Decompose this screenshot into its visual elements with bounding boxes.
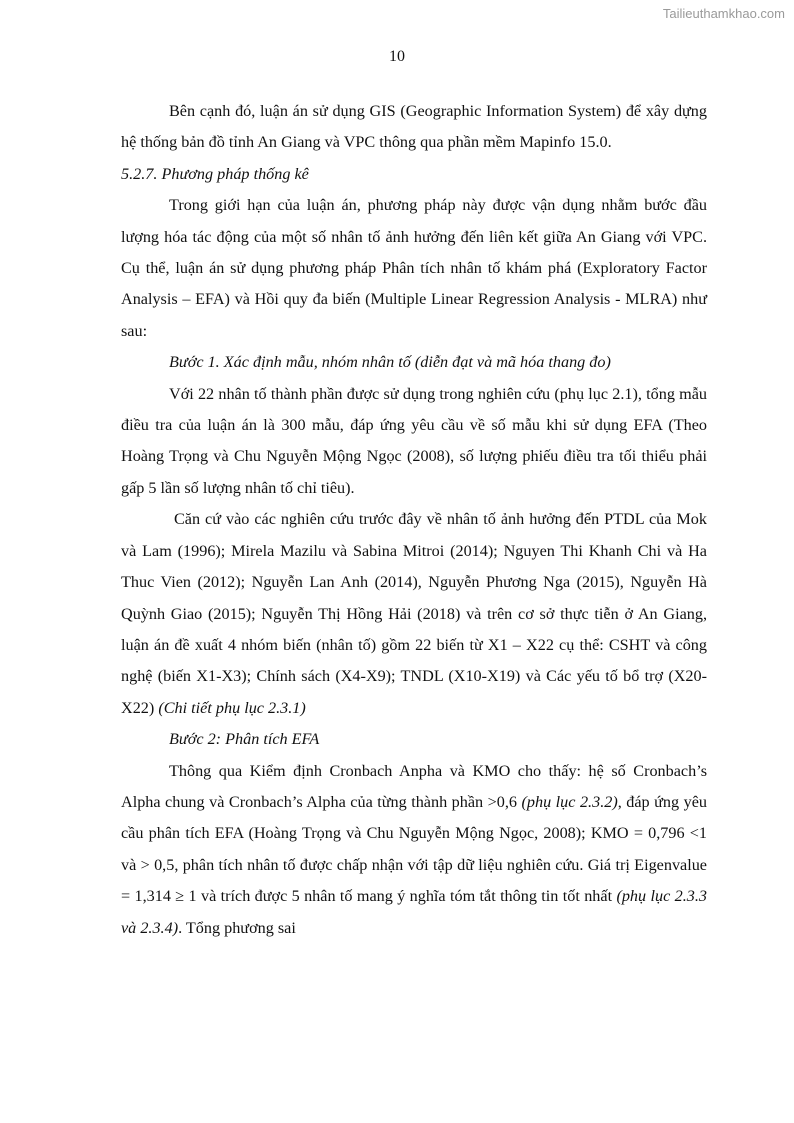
paragraph-factor-groups bbox=[121, 504, 707, 724]
step-2-heading: Bước 2: Phân tích EFA bbox=[169, 730, 320, 749]
factor-groups-text: Căn cứ vào các nghiên cứu trước đây về nhân tố ảnh hưởng đến PTDL của Mok và Lam (1996); Mirela Mazilu và Sabina Mitroi (2014); Nguyen Thi Khanh Chi và Ha Thuc Vien (2012); Nguyễn Lan Anh (2014), Nguyễn Phương Nga (2015), Nguyễn Hà Quỳnh Giao (2015); Nguyễn Thị Hồng Hải (2018) và trên cơ sở thực tiễn ở An Giang, luận án đề xuất 4 nhóm biến (nhân tố) gồm 22 biến từ X1 – X22 cụ thể: CSHT và công nghệ (biến X1-X3); Chính sách (X4-X9); TNDL (X10-X19) và Các yếu tố bổ trợ (X20-X22) bbox=[121, 510, 707, 717]
appendix-ref-2-3-1: (Chi tiết phụ lục 2.3.1) bbox=[158, 698, 306, 717]
section-heading-5-2-7: 5.2.7. Phương pháp thống kê bbox=[121, 164, 309, 183]
paragraph-efa-results bbox=[121, 756, 707, 944]
paragraph-gis: Bên cạnh đó, luận án sử dụng GIS (Geographic Information System) để xây dựng hệ thống bản đồ tỉnh An Giang và VPC thông qua phần mềm Mapinfo 15.0. bbox=[121, 102, 707, 152]
paragraph-method-intro: Trong giới hạn của luận án, phương pháp này được vận dụng nhằm bước đầu lượng hóa tác động của một số nhân tố ảnh hưởng đến liên kết giữa An Giang với VPC. Cụ thể, luận án sử dụng phương pháp Phân tích nhân tố khám phá (Exploratory Factor Analysis – EFA) và Hồi quy đa biến (Multiple Linear Regression Analysis - MLRA) như sau: bbox=[121, 196, 707, 340]
page-number: 10 bbox=[389, 48, 405, 65]
document-body bbox=[121, 96, 707, 944]
step-1-heading: Bước 1. Xác định mẫu, nhóm nhân tố (diễn đạt và mã hóa thang đo) bbox=[169, 353, 611, 372]
paragraph-sample-size: Với 22 nhân tố thành phần được sử dụng trong nghiên cứu (phụ lục 2.1), tổng mẫu điều tra của luận án là 300 mẫu, đáp ứng yêu cầu về số mẫu khi sử dụng EFA (Theo Hoàng Trọng và Chu Nguyễn Mộng Ngọc (2008), số lượng phiếu điều tra tối thiểu phải gấp 5 lần số lượng nhân tố chỉ tiêu). bbox=[121, 384, 707, 497]
efa-text-a: Thông qua Kiểm định Cronbach Anpha và KMO cho thấy: hệ số Cronbach’s Alpha chung và Cronbach’s Alpha của từng thành phần >0,6 bbox=[121, 761, 707, 811]
efa-text-b: , đáp ứng yêu cầu phân tích EFA (Hoàng Trọng và Chu Nguyễn Mộng Ngọc, 2008); KMO = 0,796 <1 và > 0,5, phân tích nhân tố được chấp nhận với tập dữ liệu nghiên cứu. Giá trị Eigenvalue = 1,314 ≥ 1 và trích được 5 nhân tố mang ý nghĩa tóm tắt thông tin tốt nhất bbox=[121, 792, 707, 906]
watermark: Tailieuthamkhao.com bbox=[662, 6, 785, 21]
appendix-ref-2-3-2: (phụ lục 2.3.2) bbox=[521, 792, 618, 811]
efa-text-c: . Tổng phương sai bbox=[178, 918, 296, 937]
appendix-ref-2-3-3-4: (phụ lục 2.3.3 và 2.3.4) bbox=[121, 887, 707, 937]
